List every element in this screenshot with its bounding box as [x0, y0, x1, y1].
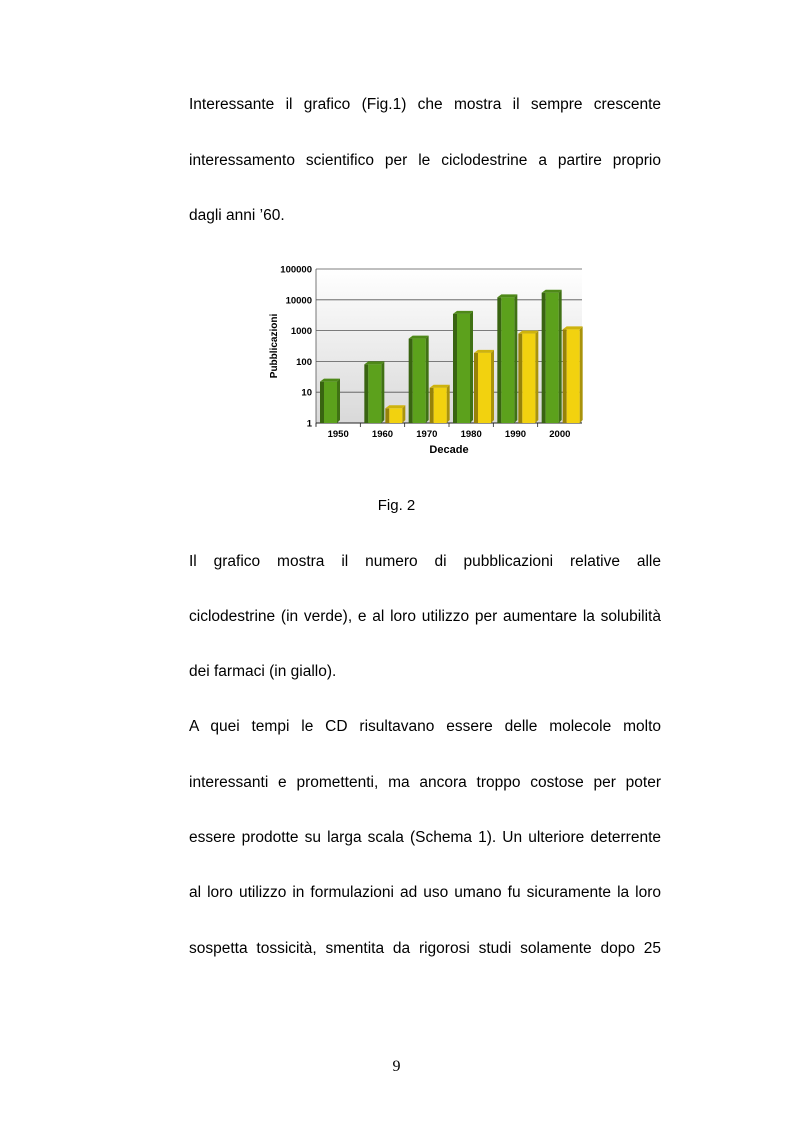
y-tick-label: 10 — [301, 387, 312, 399]
page-number: 9 — [392, 1058, 401, 1075]
bar-series-1-1990 — [497, 294, 517, 423]
y-tick-label: 1000 — [290, 326, 312, 338]
bar-series-1-2000 — [542, 290, 562, 423]
text-line-4: Il grafico mostra il numero di pubblicazioni relative alle — [189, 553, 661, 570]
x-tick-label: 1990 — [504, 429, 527, 440]
bar-series-2-1980 — [474, 350, 494, 423]
publications-chart — [262, 258, 592, 458]
text-line-3: dagli anni ’60. — [189, 207, 285, 224]
chart-svg — [262, 258, 592, 458]
y-tick-label: 1 — [306, 418, 312, 430]
text-line-2: interessamento scientifico per le ciclodestrine a partire proprio — [189, 152, 661, 169]
text-line-9: essere prodotte su larga scala (Schema 1). Un ulteriore deterrente — [189, 829, 661, 846]
x-tick-label: 1980 — [460, 429, 482, 440]
bar-series-1-1970 — [409, 336, 429, 423]
x-tick-label: 1950 — [327, 429, 349, 440]
bar-series-2-1990 — [518, 331, 538, 423]
y-tick-label: 100000 — [280, 264, 312, 276]
bar-series-1-1980 — [453, 311, 473, 423]
text-line-1: Interessante il grafico (Fig.1) che mostra il sempre crescente — [189, 96, 661, 113]
bar-series-2-1970 — [430, 385, 450, 423]
text-line-10: al loro utilizzo in formulazioni ad uso umano fu sicuramente la loro — [189, 884, 661, 901]
y-tick-label: 10000 — [285, 295, 312, 307]
text-line-6: dei farmaci (in giallo). — [189, 663, 337, 680]
text-line-7: A quei tempi le CD risultavano essere delle molecole molto — [189, 718, 661, 735]
text-line-8: interessanti e promettenti, ma ancora troppo costose per poter — [189, 774, 661, 791]
text-line-11: sospetta tossicità, smentita da rigorosi studi solamente dopo 25 — [189, 940, 661, 957]
bar-series-2-2000 — [563, 326, 583, 423]
x-tick-label: 1960 — [371, 429, 394, 440]
x-tick-label: 1970 — [416, 429, 438, 440]
y-tick-label: 100 — [296, 356, 312, 368]
x-axis-label: Decade — [429, 444, 469, 456]
text-line-5: ciclodestrine (in verde), e al loro utilizzo per aumentare la solubilità — [189, 608, 661, 625]
bar-series-2-1960 — [385, 405, 405, 423]
bar-series-1-1960 — [364, 361, 384, 423]
x-tick-label: 2000 — [549, 429, 571, 440]
bar-series-1-1950 — [320, 379, 340, 423]
y-axis-label: Pubblicazioni — [269, 313, 280, 379]
figure-caption: Fig. 2 — [377, 497, 416, 514]
